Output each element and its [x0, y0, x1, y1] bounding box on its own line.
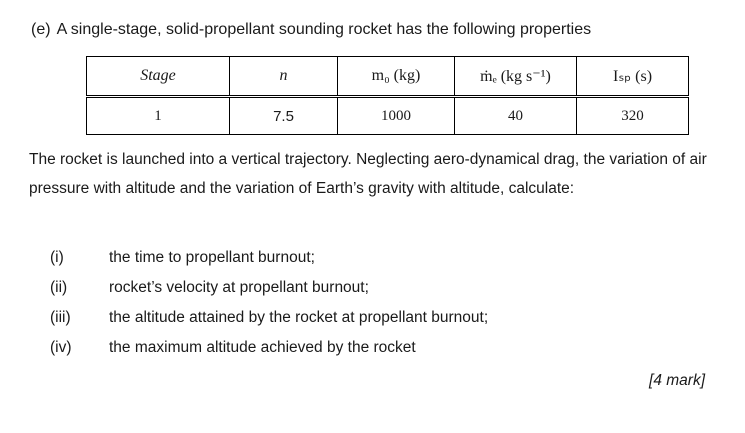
item-text: the maximum altitude achieved by the rocket	[109, 339, 416, 356]
cell-initial-mass: 1000	[338, 97, 455, 135]
item-number: (iv)	[50, 339, 72, 356]
list-item	[50, 273, 488, 303]
table-header-row	[87, 57, 689, 97]
cell-n: 7.5	[230, 97, 338, 135]
item-number: (i)	[50, 249, 64, 266]
item-text: rocket’s velocity at propellant burnout;	[109, 279, 369, 296]
header-n: n	[230, 57, 338, 97]
properties-table	[86, 56, 689, 135]
table-row	[87, 97, 689, 135]
question-intro: A single-stage, solid-propellant sounding rocket has the following properties	[56, 21, 592, 38]
cell-mass-flow: 40	[455, 97, 577, 135]
problem-paragraph: The rocket is launched into a vertical trajectory. Neglecting aero-dynamical drag, the variation of air pressure with altitude and the variation of Earth’s gravity with altitude, calculate:	[29, 151, 707, 197]
item-text: the time to propellant burnout;	[109, 249, 315, 266]
question-heading	[31, 21, 591, 39]
cell-stage: 1	[87, 97, 230, 135]
cell-specific-impulse: 320	[577, 97, 689, 135]
header-mass-flow: ṁₑ (kg s⁻¹)	[455, 57, 577, 97]
header-initial-mass: m₀ (kg)	[338, 57, 455, 97]
header-stage: Stage	[87, 57, 230, 97]
list-item	[50, 333, 488, 363]
question-label: (e)	[31, 21, 51, 38]
sub-question-list	[50, 243, 488, 363]
list-item	[50, 303, 488, 333]
item-number: (ii)	[50, 279, 68, 296]
list-item	[50, 243, 488, 273]
header-specific-impulse: Iₛₚ (s)	[577, 57, 689, 97]
item-text: the altitude attained by the rocket at propellant burnout;	[109, 309, 489, 326]
marks-label: [4 mark]	[649, 372, 705, 389]
item-number: (iii)	[50, 309, 71, 326]
